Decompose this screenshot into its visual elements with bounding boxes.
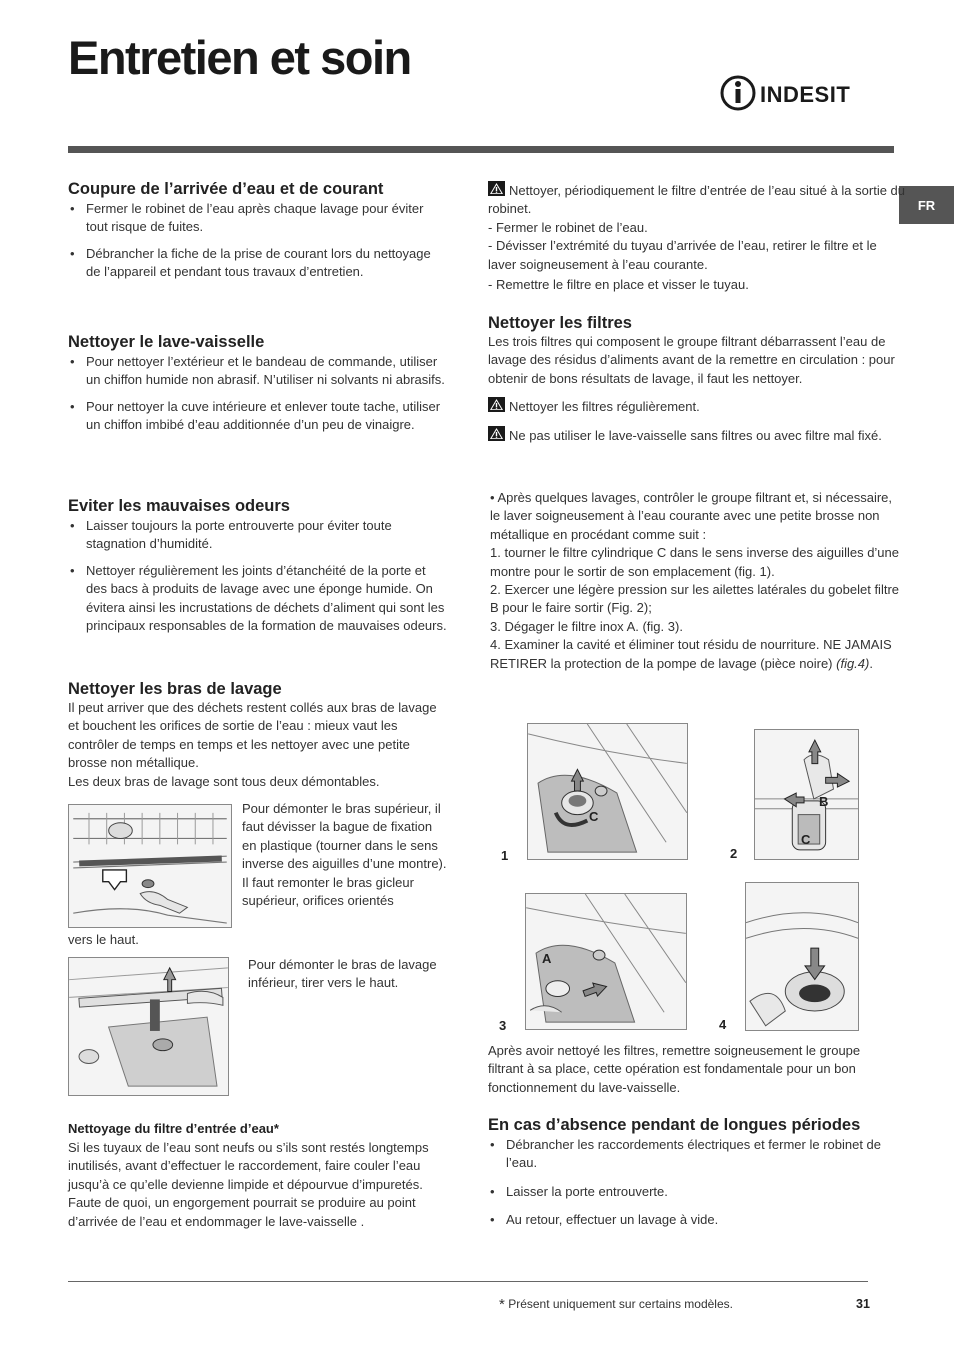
section-title: Nettoyer le lave-vaisselle [68, 333, 265, 351]
section-odours [68, 497, 448, 643]
brand-wordmark: INDESIT [760, 82, 851, 107]
figure-3-number: 3 [499, 1018, 507, 1033]
figure-2-number: 2 [730, 846, 738, 861]
list-item: • Pour nettoyer l’extérieur et le bandeau de commande, utiliser un chiffon humide non abrasif. N’utiliser ni solvants ni abrasifs. [68, 353, 448, 390]
section-title: Nettoyage du filtre d’entrée d’eau* [68, 1121, 279, 1136]
step-2: 2. Exercer une légère pression sur les ailettes latérales du gobelet filtre B pour le faire sortir (Fig. 2); [490, 582, 899, 616]
language-tab: FR [899, 186, 954, 224]
section-absence [488, 1116, 898, 1238]
list-item: • Laisser la porte entrouverte. [488, 1183, 898, 1201]
warning-text: Nettoyer, périodiquement le filtre d’entrée de l’eau situé à la sortie du robinet. [488, 183, 906, 217]
warning-text: Ne pas utiliser le lave-vaisselle sans filtres ou avec filtre mal fixé. [509, 427, 882, 443]
figure-1-label-c: C [589, 809, 599, 824]
list-item: • Débrancher la fiche de la prise de courant lors du nettoyage de l’appareil et pendant tous travaux d’entretien. [68, 245, 448, 282]
list-item: • Au retour, effectuer un lavage à vide. [488, 1211, 898, 1229]
step-3: 3. Dégager le filtre inox A. (fig. 3). [490, 618, 683, 634]
warning-icon [488, 181, 505, 196]
section-clean-dishwasher [68, 333, 448, 443]
section-spray-arms [68, 680, 448, 791]
step-line: - Fermer le robinet de l’eau. [488, 219, 648, 235]
figure-3-label-a: A [542, 951, 552, 966]
figure-4-illustration [745, 882, 859, 1031]
lower-spray-arm-illustration [68, 957, 229, 1096]
figure-2-label-c: C [801, 832, 811, 847]
page-title: Entretien et soin [68, 31, 411, 84]
warning-icon [488, 426, 505, 441]
figure-2-label-b: B [819, 794, 829, 809]
after-cleaning-text [488, 1042, 898, 1097]
warning-text: Nettoyer les filtres régulièrement. [509, 399, 700, 415]
section-title: Eviter les mauvaises odeurs [68, 497, 290, 515]
steps-intro: • Après quelques lavages, contrôler le groupe filtrant et, si nécessaire, le laver soigneusement à l’eau courante avec une petite brosse non métallique en procédant comme suit : [490, 490, 892, 542]
paragraph: Les trois filtres qui composent le groupe filtrant débarrassent l’eau de lavage des résidus d’aliments avant de la remettre en circulation : pour obtenir de bons résultats de lavage, il faut les nettoyer. [488, 334, 895, 386]
lower-arm-instructions: Pour démonter le bras de lavage inférieur, tirer vers le haut. [248, 957, 437, 991]
section-title: Nettoyer les filtres [488, 314, 632, 332]
section-title: Nettoyer les bras de lavage [68, 680, 282, 698]
upper-arm-instructions-end: vers le haut. [68, 932, 139, 947]
figure-1-illustration [527, 723, 688, 860]
paragraph: Après avoir nettoyé les filtres, remettre soigneusement le groupe filtrant à sa place, cette opération est fondamentale pour un bon fonctionnement du lave-vaisselle. [488, 1043, 861, 1095]
list-item: • Fermer le robinet de l’eau après chaque lavage pour éviter tout risque de fuites. [68, 200, 448, 237]
page-number: 31 [856, 1297, 870, 1311]
warning-icon [488, 397, 505, 412]
step-line: - Dévisser l’extrémité du tuyau d’arrivée de l’eau, retirer le filtre et le laver soigneusement à l’eau courante. [488, 238, 877, 272]
section-inlet-filter [68, 1121, 448, 1231]
filter-steps [490, 489, 900, 673]
section-water-power [68, 180, 448, 290]
step-4: 4. Examiner la cavité et éliminer tout résidu de nourriture. NE JAMAIS RETIRER la protection de la pompe de lavage (pièce noire) (fig.4). [490, 637, 892, 671]
footer-rule [68, 1281, 868, 1282]
figure-1-number: 1 [501, 848, 509, 863]
list-item: • Laisser toujours la porte entrouverte pour éviter toute stagnation d’humidité. [68, 517, 448, 554]
section-inlet-filter-warning [488, 181, 906, 294]
paragraph: Les deux bras de lavage sont tous deux démontables. [68, 773, 380, 789]
upper-spray-arm-illustration [68, 804, 232, 928]
step-1: 1. tourner le filtre cylindrique C dans le sens inverse des aiguilles d’une montre pour le sortir de son emplacement (fig. 1). [490, 545, 899, 579]
footnote: * Présent uniquement sur certains modèles. [499, 1296, 733, 1313]
section-clean-filters [488, 314, 906, 445]
list-item: • Nettoyer régulièrement les joints d’étanchéité de la porte et des bacs à produits de lavage avec une éponge humide. On évitera ainsi les incrustations de déchets d’aliment qui sont les principaux responsables de la formation de mauvaises odeurs. [68, 562, 448, 636]
section-title: En cas d’absence pendant de longues périodes [488, 1116, 861, 1134]
list-item: • Pour nettoyer la cuve intérieure et enlever toute tache, utiliser un chiffon imbibé d’eau additionnée d’un peu de vinaigre. [68, 398, 448, 435]
step-line: - Remettre le filtre en place et visser le tuyau. [488, 277, 749, 293]
paragraph: Il peut arriver que des déchets restent collés aux bras de lavage et bouchent les orifices de sortie de l’eau : mieux vaut les contrôler de temps en temps et les nettoyer avec une petite brosse non métallique. [68, 700, 437, 771]
upper-arm-instructions: Pour démonter le bras supérieur, il faut dévisser la bague de fixation en plastique (tourner dans le sens inverse des aiguilles d’une montre). Il faut remonter le bras gicleur supérieur, orifices orientés [242, 801, 447, 909]
indesit-logo [720, 74, 870, 112]
header-rule [68, 146, 894, 153]
figure-4-number: 4 [719, 1017, 727, 1032]
paragraph: Si les tuyaux de l’eau sont neufs ou s’ils sont restés longtemps inutilisés, avant d’effectuer le raccordement, faire couler l’eau jusqu’à ce qu’elle devienne limpide et dépourvue d’impuretés. Faute de quoi, un engorgement pourrait se produire au point d’arrivée de l’eau et endommager le lave-vaisselle . [68, 1140, 429, 1229]
section-title: Coupure de l’arrivée d’eau et de courant [68, 180, 384, 198]
list-item: • Débrancher les raccordements électriques et fermer le robinet de l’eau. [488, 1136, 898, 1173]
